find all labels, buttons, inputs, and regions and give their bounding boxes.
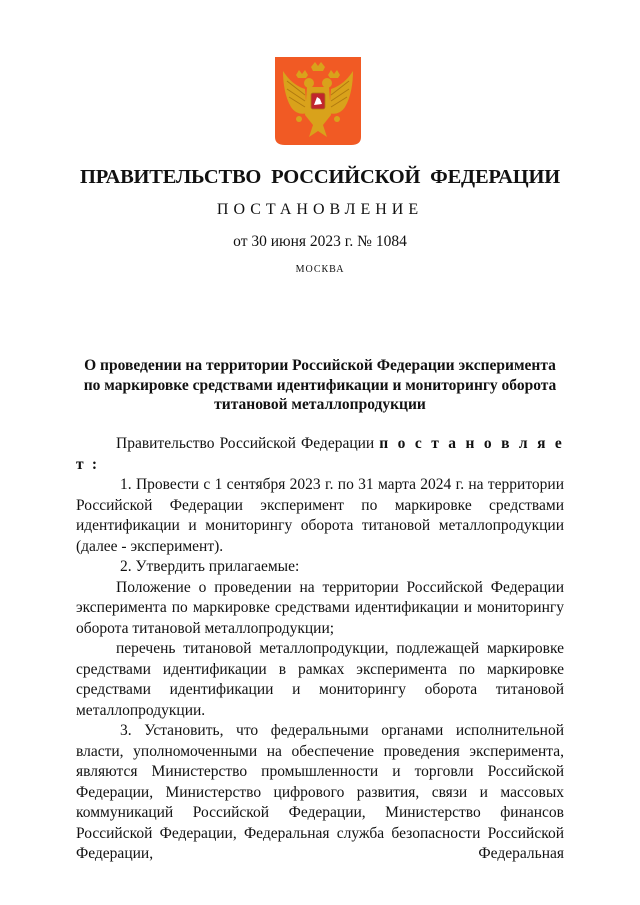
item-3-paragraph: 3. Установить, что федеральными органами исполнительной власти, уполномоченными на обеспечение проведения эксперимента, являются Министерство промышленности и торговли Российской Федерации, Министерство цифрового развития, связи и массовых коммуникаций Российской Федерации, Министерство финансов Российской Федерации, Федеральная служба безопасности Российской Федерации, Федеральная [76,722,564,862]
title-line: по маркировке средствами идентификации и мониторингу оборота [83,376,557,394]
title-line: О проведении на территории Российской Федерации эксперимента [84,357,556,374]
preamble-text: Правительство Российской Федерации [116,435,375,452]
government-title: ПРАВИТЕЛЬСТВО РОССИЙСКОЙ ФЕДЕРАЦИИ [80,166,560,188]
item-2a-paragraph: Положение о проведении на территории Российской Федерации эксперимента по маркировке средствами идентификации и мониторингу оборота титановой металлопродукции; [76,578,564,637]
document-city: МОСКВА [295,264,345,275]
item-2b-paragraph: перечень титановой металлопродукции, подлежащей маркировке средствами идентификации в рамках эксперимента по маркировке средствами идентификации и мониторингу оборота титановой металлопродукции. [76,640,564,719]
document-title [78,356,562,415]
item-2-paragraph: 2. Утвердить прилагаемые: [120,558,300,575]
coat-of-arms-icon [275,57,361,145]
document-date-number: от 30 июня 2023 г. № 1084 [233,233,407,250]
title-line: титановой металлопродукции [214,396,426,413]
preamble-paragraph [76,434,564,475]
document-type: ПОСТАНОВЛЕНИЕ [216,201,424,218]
document-body [76,434,564,865]
decree-word: п о с т а н о в л я е т : [76,435,564,473]
item-1-paragraph: 1. Провести с 1 сентября 2023 г. по 31 марта 2024 г. на территории Российской Федерации эксперимент по маркировке средствами идентификации и мониторингу оборота титановой металлопродукции (далее - эксперимент). [76,476,564,555]
